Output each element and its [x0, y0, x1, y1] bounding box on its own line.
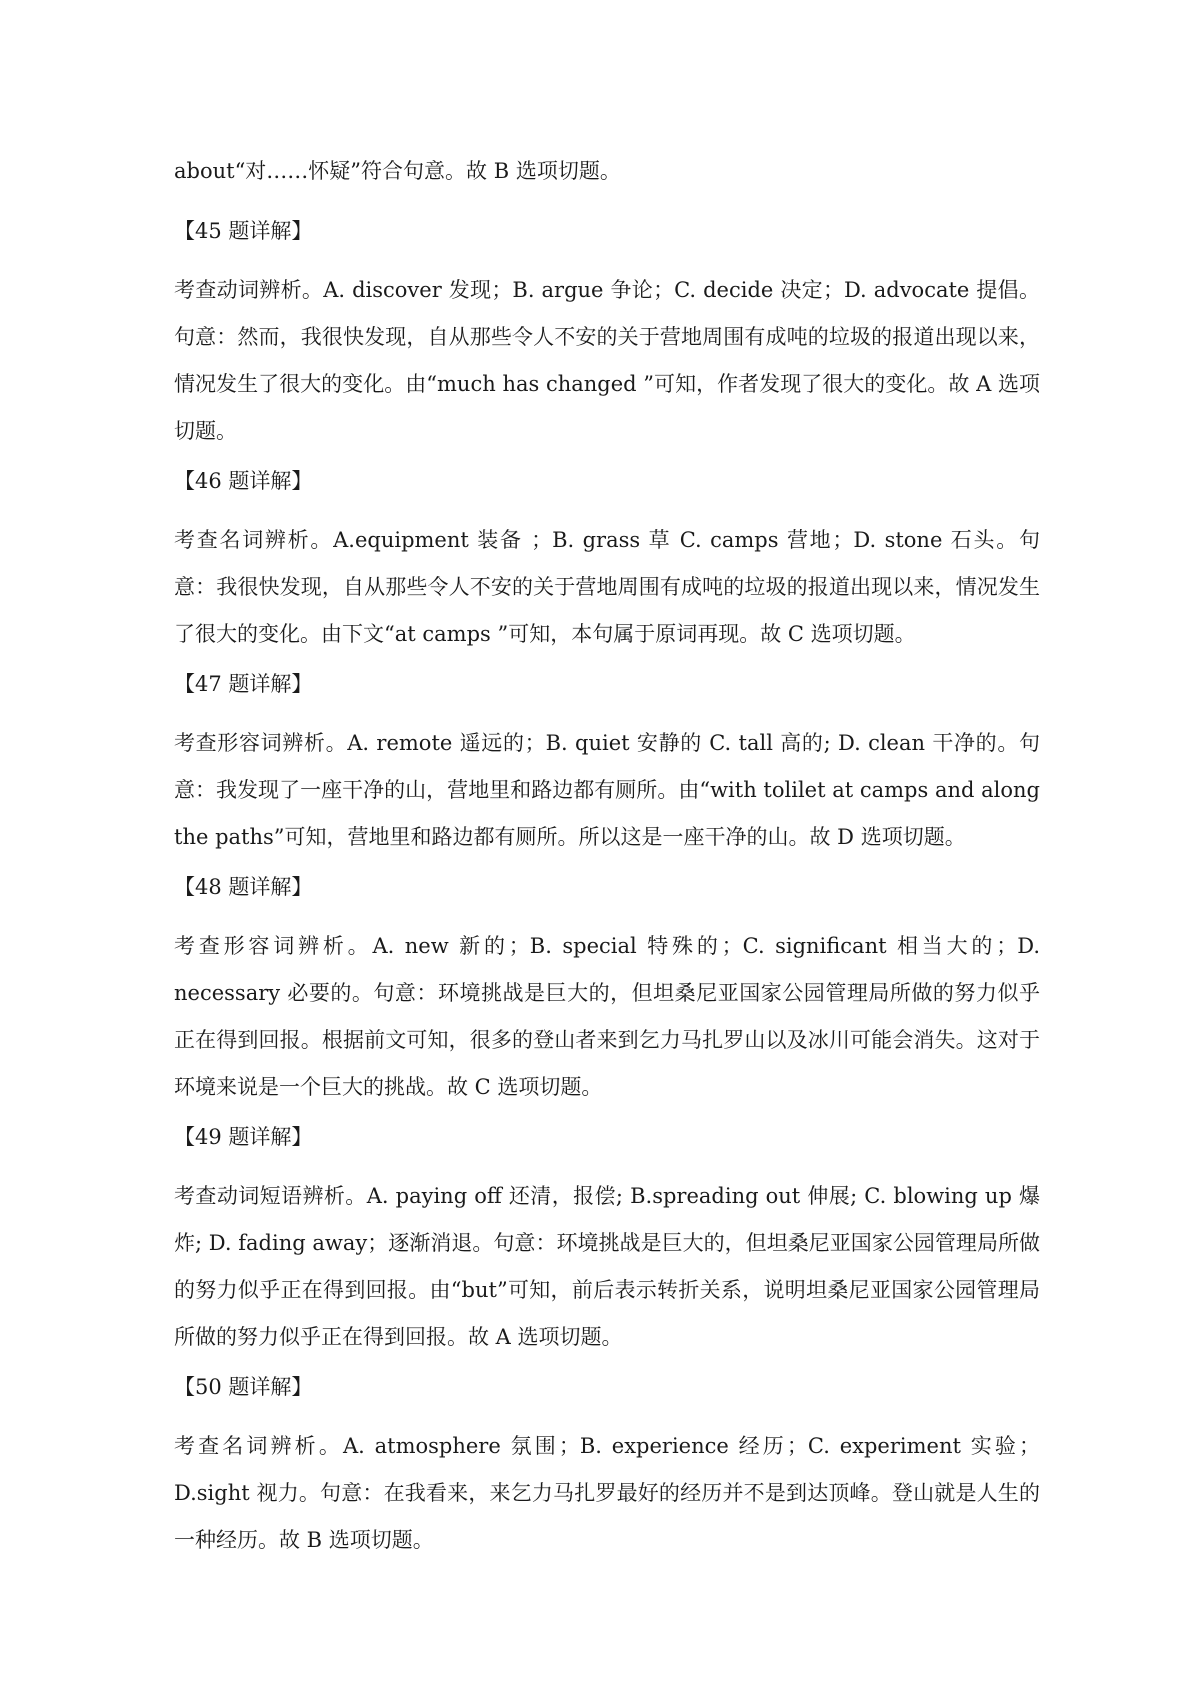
section-48 — [174, 873, 1040, 1111]
section-heading: 【49 题详解】 — [174, 1125, 313, 1149]
section-body: 考查名词辨析。A. atmosphere 氛围；B. experience 经历；C. experiment 实验；D.sight 视力。句意：在我看来，来乞力马扎罗最好的经历并不是到达顶峰。登山就是人生的一种经历。故 B 选项切题。 — [174, 1434, 1040, 1552]
section-heading: 【46 题详解】 — [174, 469, 313, 493]
section-heading: 【48 题详解】 — [174, 875, 313, 899]
section-body: 考查形容词辨析。A. remote 遥远的；B. quiet 安静的 C. tall 高的; D. clean 干净的。句意：我发现了一座干净的山，营地里和路边都有厕所。由“with tolilet at camps and along the paths”可知，营地里和路边都有厕所。所以这是一座干净的山。故 D 选项切题。 — [174, 731, 1040, 849]
section-heading: 【47 题详解】 — [174, 672, 313, 696]
section-46 — [174, 467, 1040, 658]
section-heading: 【45 题详解】 — [174, 219, 313, 243]
section-heading: 【50 题详解】 — [174, 1375, 313, 1399]
section-body: 考查动词短语辨析。A. paying off 还清，报偿; B.spreading out 伸展; C. blowing up 爆炸; D. fading away；逐渐消退。句意：环境挑战是巨大的，但坦桑尼亚国家公园管理局所做的努力似乎正在得到回报。由“but”可知，前后表示转折关系，说明坦桑尼亚国家公园管理局所做的努力似乎正在得到回报。故 A 选项切题。 — [174, 1184, 1040, 1349]
section-50 — [174, 1373, 1040, 1564]
section-45 — [174, 217, 1040, 455]
section-47 — [174, 670, 1040, 861]
document-page — [174, 148, 1040, 1564]
section-49 — [174, 1123, 1040, 1361]
section-body: 考查动词辨析。A. discover 发现；B. argue 争论；C. decide 决定；D. advocate 提倡。句意：然而，我很快发现，自从那些令人不安的关于营地周围有成吨的垃圾的报道出现以来，情况发生了很大的变化。由“much has changed ”可知，作者发现了很大的变化。故 A 选项切题。 — [174, 278, 1040, 443]
section-body: 考查形容词辨析。A. new 新的；B. special 特殊的；C. significant 相当大的；D. necessary 必要的。句意：环境挑战是巨大的，但坦桑尼亚国家公园管理局所做的努力似乎正在得到回报。根据前文可知，很多的登山者来到乞力马扎罗山以及冰川可能会消失。这对于环境来说是一个巨大的挑战。故 C 选项切题。 — [174, 934, 1040, 1099]
intro-line: about“对……怀疑”符合句意。故 B 选项切题。 — [174, 159, 621, 183]
section-body: 考查名词辨析。A.equipment 装备 ；B. grass 草 C. camps 营地；D. stone 石头。句意：我很快发现，自从那些令人不安的关于营地周围有成吨的垃圾的报道出现以来，情况发生了很大的变化。由下文“at camps ”可知，本句属于原词再现。故 C 选项切题。 — [174, 528, 1040, 646]
